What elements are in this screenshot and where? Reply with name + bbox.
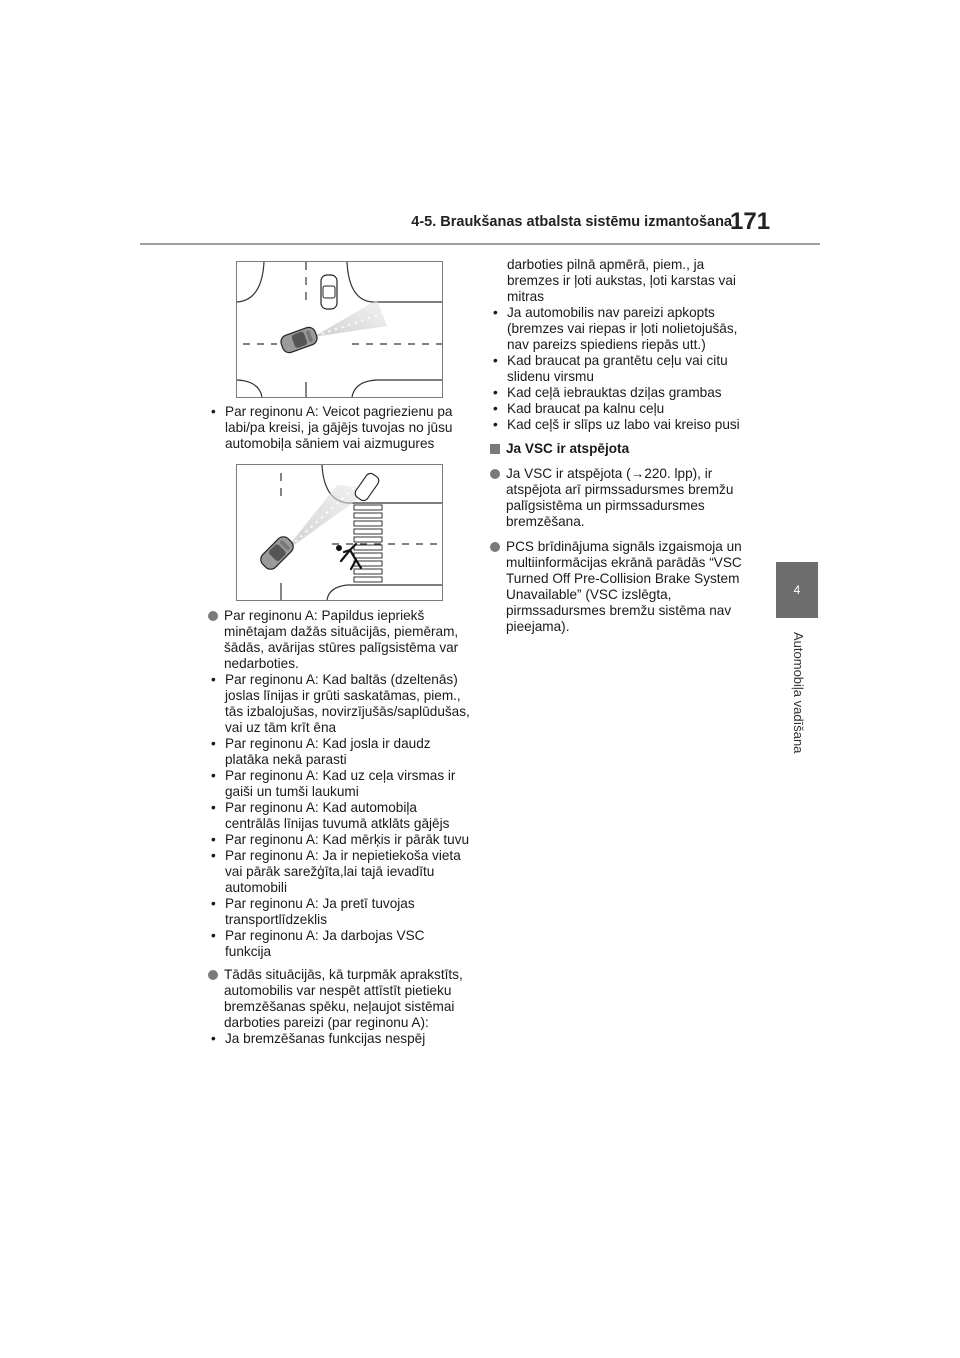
header-divider [140, 243, 820, 245]
list-item: • Par reginonu A: Kad josla ir daudz platāka nekā parasti [208, 736, 470, 768]
bullet-lka-limits: Par reginonu A: Papildus iepriekš minētajam dažās situācijās, piemēram, šādās, avārijas stūres palīgsistēma var nedarboties. [208, 608, 470, 672]
list-item: • Kad ceļš ir slīps uz labo vai kreiso pusi [490, 417, 758, 433]
list-item: • Ja automobilis nav pareizi apkopts (bremzes vai riepas ir ļoti nolietojušās, nav pareizs spiediens riepās utt.) [490, 305, 758, 353]
bullet-vsc-disabled: Ja VSC ir atspējota (→220. lpp), ir atspējota arī pirmssadursmes bremžu palīgsistēma un pirmssadursmes bremzēšana. [490, 466, 758, 530]
page-number: 171 [730, 208, 771, 235]
figure-turning-intersection [236, 261, 443, 398]
list-item-continued: darboties pilnā apmērā, piem., ja bremzes ir ļoti aukstas, ļoti karstas vai mitras [507, 257, 736, 304]
list-item: • Kad braucat pa kalnu ceļu [490, 401, 758, 417]
list-item: • Kad braucat pa grantētu ceļu vai citu slidenu virsmu [490, 353, 758, 385]
figure-pedestrian-crossing [236, 464, 443, 601]
right-column-body [490, 257, 758, 635]
list-item: • Kad ceļā iebrauktas dziļas grambas [490, 385, 758, 401]
figure1-caption: • Par reginonu A: Veicot pagriezienu pa labi/pa kreisi, ja gājējs tuvojas no jūsu automobiļa sāniem vai aizmugures [208, 404, 470, 452]
bullet-pcs-warning: PCS brīdinājuma signāls izgaismoja un multiinformācijas ekrānā parādās “VSC Turned Off Pre-Collision Brake System Unavailable” (VSC izslēgta, pirmssadursmes bremžu sistēma nav pieejama). [490, 539, 758, 635]
left-column-caption [208, 404, 470, 452]
list-item: • Par reginonu A: Ja pretī tuvojas transportlīdzeklis [208, 896, 470, 928]
list-item: • Par reginonu A: Ja darbojas VSC funkcija [208, 928, 470, 960]
list-item: • Par reginonu A: Kad mērķis ir pārāk tuvu [208, 832, 470, 848]
list-item: • Par reginonu A: Kad automobiļa centrālās līnijas tuvumā atklāts gājējs [208, 800, 470, 832]
section-title: 4-5. Braukšanas atbalsta sistēmu izmantošana [411, 214, 732, 230]
left-column-body [208, 608, 470, 1047]
vsc-heading: Ja VSC ir atspējota [490, 441, 758, 457]
list-item: • Par reginonu A: Kad baltās (dzeltenās) joslas līnijas ir grūti saskatāmas, piem., tās izbalojušas, novirzījušās/saplūdušas, vai uz tām krīt ēna [208, 672, 470, 736]
list-item: • Par reginonu A: Ja ir nepietiekoša vieta vai pārāk sarežģīta,lai tajā ievadītu automobili [208, 848, 470, 896]
chapter-label: Automobiļa vadīšana [791, 632, 806, 754]
list-item: • Ja bremzēšanas funkcijas nespēj [208, 1031, 470, 1047]
bullet-braking-force: Tādās situācijās, kā turpmāk aprakstīts, automobilis var nespēt attīstīt pietieku bremzēšanas spēku, neļaujot sistēmai darboties pareizi (par reginonu A): [208, 967, 470, 1031]
list-item: • Par reginonu A: Kad uz ceļa virsmas ir gaiši un tumši laukumi [208, 768, 470, 800]
chapter-tab: 4 [776, 562, 818, 618]
